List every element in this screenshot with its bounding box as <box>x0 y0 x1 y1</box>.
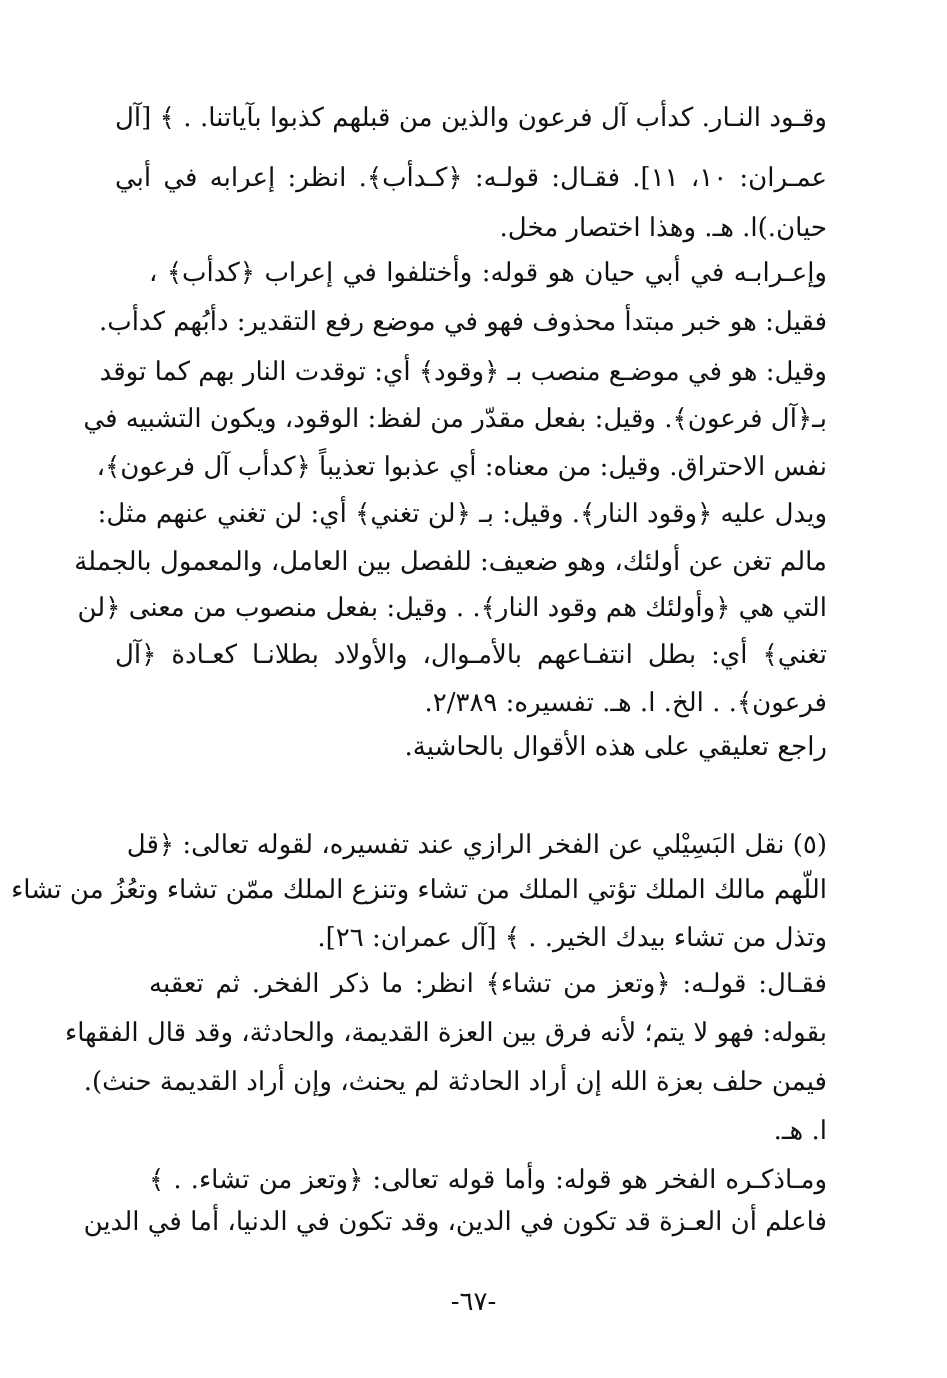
text-line-13: فرعون﴾. . الخ. ا. هـ. تفسيره: ٢/٣٨٩. <box>424 688 827 718</box>
text-line-9: ويدل عليه ﴿وقود النار﴾. وقيل: بـ ﴿لن تغني﴾ أي: لن تغني عنهم مثل: <box>97 499 827 529</box>
footnote-5-line-6: فيمن حلف بعزة الله إن أراد الحادثة لم يحنث، وإن أراد القديمة حنث). <box>83 1067 827 1097</box>
footnote-5-line-2: اللّهم مالك الملك تؤتي الملك من تشاء وتنزع الملك ممّن تشاء وتعُزُ من تشاء <box>11 875 827 905</box>
text-line-2: عمـران: ١٠، ١١]. فقـال: قولـه: ﴿كـدأب﴾. انظر: إعرابه في أبي <box>115 163 827 193</box>
text-line-12: تغني﴾ أي: بطل انتفـاعهم بالأمـوال، والأولاد بطلانـا كعـادة ﴿آل <box>115 640 827 670</box>
text-line-10: مالم تغن عن أولئك، وهو ضعيف: للفصل بين العامل، والمعمول بالجملة <box>74 547 827 577</box>
footnote-5-line-1: (٥) نقل البَسِيْلي عن الفخر الرازي عند تفسيره، لقوله تعالى: ﴿قل <box>126 830 827 860</box>
footnote-5-line-9: فاعلم أن العـزة قد تكون في الدين، وقد تكون في الدنيا، أما في الدين <box>83 1207 827 1237</box>
text-line-7: بـ﴿آل فرعون﴾. وقيل: بفعل مقدّر من لفظ: الوقود، ويكون التشبيه في <box>83 404 827 434</box>
text-line-1: وقـود النـار. كدأب آل فرعون والذين من قبلهم كذبوا بآياتنا. . ﴾ [آل <box>115 103 827 133</box>
text-line-3: حيان.)ا. هـ. وهذا اختصار مخل. <box>499 213 827 243</box>
text-line-5: فقيل: هو خبر مبتدأ محذوف فهو في موضع رفع التقدير: دأبُهم كدأب. <box>98 307 827 337</box>
page-number: -٦٧- <box>450 1287 497 1317</box>
text-line-8: نفس الاحتراق. وقيل: من معناه: أي عذبوا تعذيباً ﴿كدأب آل فرعون﴾، <box>96 452 827 482</box>
footnote-5-line-7: ا. هـ. <box>773 1116 827 1146</box>
text-line-14: راجع تعليقي على هذه الأقوال بالحاشية. <box>404 732 827 762</box>
footnote-5-line-8: ومـاذكـره الفخر هو قوله: وأما قوله تعالى: ﴿وتعز من تشاء. . ﴾ <box>149 1165 827 1195</box>
footnote-5-line-5: بقوله: فهو لا يتم؛ لأنه فرق بين العزة القديمة، والحادثة، وقد قال الفقهاء <box>65 1018 827 1048</box>
text-line-4: وإعـرابـه في أبي حيان هو قوله: وأختلفوا في إعراب ﴿كدأب﴾ ، <box>149 258 827 288</box>
footnote-5-line-3: وتذل من تشاء بيدك الخير. . ﴾ [آل عمران: ٢٦]. <box>317 923 827 953</box>
text-line-11: التي هي ﴿وأولئك هم وقود النار﴾. . وقيل: بفعل منصوب من معنى ﴿لن <box>77 593 827 623</box>
footnote-5-line-4: فقـال: قولـه: ﴿وتعز من تشاء﴾ انظر: ما ذكر الفخر. ثم تعقبه <box>149 969 827 999</box>
text-line-6: وقيل: هو في موضـع منصب بـ ﴿وقود﴾ أي: توقدت النار بهم كما توقد <box>99 357 827 387</box>
